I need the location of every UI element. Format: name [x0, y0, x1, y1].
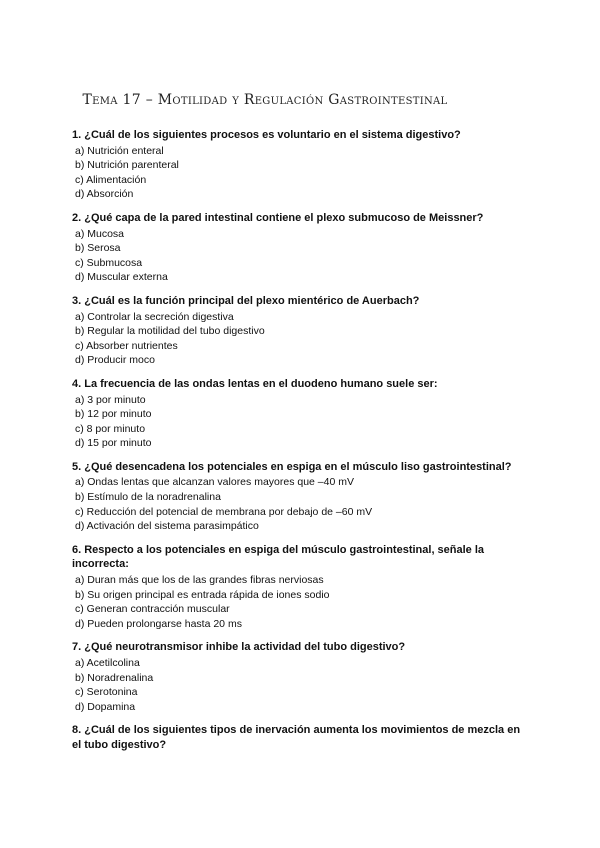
- question-4: [72, 377, 532, 451]
- question-1: [72, 128, 532, 202]
- question-text: 1. ¿Cuál de los siguientes procesos es voluntario en el sistema digestivo?: [72, 129, 461, 141]
- option-d: d) Dopamina: [75, 700, 136, 713]
- question-text: 5. ¿Qué desencadena los potenciales en espiga en el músculo liso gastrointestinal?: [72, 460, 512, 473]
- option-c: c) 8 por minuto: [75, 422, 146, 435]
- option-d: d) Absorción: [75, 188, 134, 201]
- option-d: d) Muscular externa: [75, 271, 168, 284]
- option-a: a) Duran más que los de las grandes fibras nerviosas: [75, 574, 324, 587]
- option-a: a) 3 por minuto: [75, 393, 146, 406]
- question-text: 8. ¿Cuál de los siguientes tipos de inervación aumenta los movimientos de mezcla en el tubo digestivo?: [72, 724, 521, 751]
- option-list: [72, 573, 532, 631]
- question-text: 3. ¿Cuál es la función principal del plexo mientérico de Auerbach?: [72, 294, 420, 307]
- question-6: [72, 543, 532, 632]
- option-d: d) Pueden prolongarse hasta 20 ms: [75, 617, 242, 630]
- option-b: b) Noradrenalina: [75, 671, 154, 684]
- question-text: 6. Respecto a los potenciales en espiga del músculo gastrointestinal, señale la incorrecta:: [72, 543, 485, 571]
- option-a: a) Mucosa: [75, 227, 125, 240]
- question-5: [72, 460, 532, 534]
- page-title: Tema 17 – Motilidad y Regulación Gastrointestinal: [82, 92, 448, 108]
- option-a: a) Nutrición enteral: [75, 144, 164, 157]
- option-a: a) Controlar la secreción digestiva: [75, 310, 234, 323]
- question-list: [72, 128, 532, 762]
- option-b: b) Serosa: [75, 242, 121, 255]
- option-list: [72, 475, 532, 533]
- option-b: b) 12 por minuto: [75, 408, 152, 421]
- question-3: [72, 294, 532, 368]
- option-b: b) Su origen principal es entrada rápida de iones sodio: [75, 588, 330, 601]
- option-b: b) Regular la motilidad del tubo digestivo: [75, 325, 265, 338]
- option-a: a) Acetilcolina: [75, 657, 140, 669]
- option-list: [72, 393, 532, 451]
- option-list: [72, 227, 532, 285]
- option-a: a) Ondas lentas que alcanzan valores mayores que –40 mV: [75, 476, 354, 489]
- option-c: c) Absorber nutrientes: [75, 339, 178, 352]
- question-text: 2. ¿Qué capa de la pared intestinal contiene el plexo submucoso de Meissner?: [72, 211, 484, 224]
- question-text: 7. ¿Qué neurotransmisor inhibe la actividad del tubo digestivo?: [72, 641, 406, 654]
- option-b: b) Estímulo de la noradrenalina: [75, 491, 221, 504]
- option-c: c) Reducción del potencial de membrana por debajo de –60 mV: [75, 505, 373, 518]
- option-d: d) Activación del sistema parasimpático: [75, 520, 259, 533]
- option-list: [72, 656, 532, 714]
- question-text: 4. La frecuencia de las ondas lentas en el duodeno humano suele ser:: [72, 377, 438, 390]
- question-8: [72, 723, 532, 752]
- option-c: c) Serotonina: [75, 686, 138, 699]
- option-c: c) Generan contracción muscular: [75, 603, 230, 616]
- option-d: d) Producir moco: [75, 354, 155, 367]
- question-2: [72, 211, 532, 285]
- option-c: c) Submucosa: [75, 256, 143, 269]
- option-b: b) Nutrición parenteral: [75, 159, 179, 172]
- option-list: [72, 144, 532, 202]
- option-list: [72, 310, 532, 368]
- option-c: c) Alimentación: [75, 173, 147, 186]
- question-7: [72, 640, 532, 714]
- option-d: d) 15 por minuto: [75, 437, 152, 450]
